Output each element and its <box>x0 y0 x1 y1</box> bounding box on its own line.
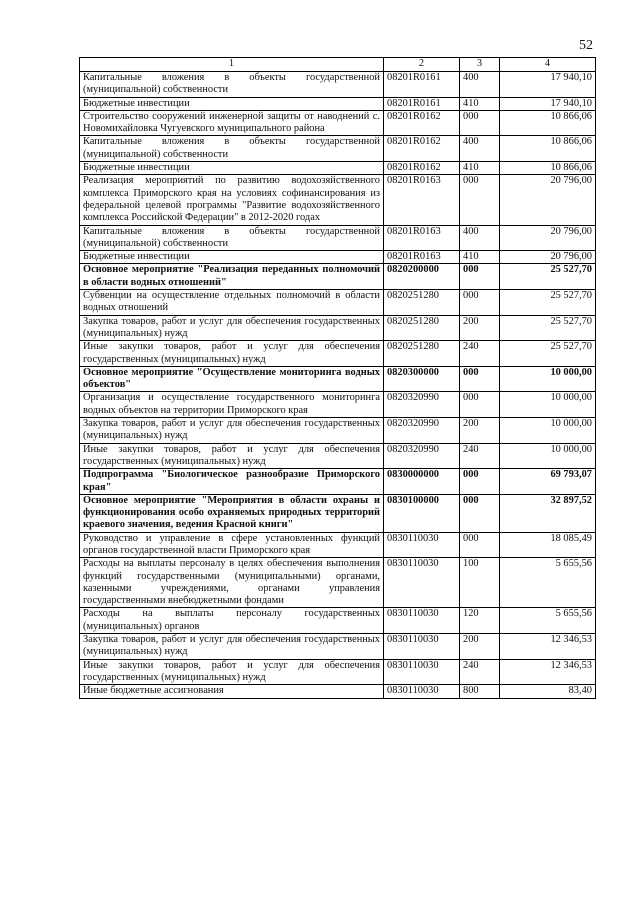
header-col-3: 3 <box>460 58 500 72</box>
row-code: 0820320990 <box>384 392 460 418</box>
table-row <box>80 162 596 175</box>
row-name: Бюджетные инвестиции <box>80 97 384 110</box>
row-name: Основное мероприятие "Осуществление мониторинга водных объектов" <box>80 366 384 392</box>
row-name: Капитальные вложения в объекты государственной (муниципальной) собственности <box>80 136 384 162</box>
row-expense-type: 120 <box>460 608 500 634</box>
row-name: Капитальные вложения в объекты государственной (муниципальной) собственности <box>80 225 384 251</box>
row-expense-type: 000 <box>460 264 500 290</box>
row-expense-type: 410 <box>460 97 500 110</box>
row-amount: 20 796,00 <box>500 225 596 251</box>
row-code: 0820200000 <box>384 264 460 290</box>
row-name: Строительство сооружений инженерной защиты от наводнений с. Новомихайловка Чугуевского муниципального района <box>80 110 384 136</box>
table-row <box>80 558 596 608</box>
page-number: 52 <box>579 38 593 53</box>
row-code: 0820251280 <box>384 290 460 316</box>
row-expense-type: 800 <box>460 685 500 698</box>
row-amount: 10 866,06 <box>500 110 596 136</box>
row-code: 08201R0161 <box>384 72 460 98</box>
row-name: Субвенции на осуществление отдельных полномочий в области водных отношений <box>80 290 384 316</box>
table-row <box>80 315 596 341</box>
table-row <box>80 659 596 685</box>
table-row <box>80 97 596 110</box>
row-expense-type: 410 <box>460 251 500 264</box>
header-col-2: 2 <box>384 58 460 72</box>
row-code: 0820251280 <box>384 315 460 341</box>
row-code: 08201R0161 <box>384 97 460 110</box>
row-amount: 83,40 <box>500 685 596 698</box>
row-expense-type: 410 <box>460 162 500 175</box>
row-code: 08201R0163 <box>384 225 460 251</box>
row-amount: 10 000,00 <box>500 366 596 392</box>
row-amount: 32 897,52 <box>500 494 596 532</box>
header-col-1: 1 <box>80 58 384 72</box>
row-amount: 69 793,07 <box>500 469 596 495</box>
row-name: Капитальные вложения в объекты государственной (муниципальной) собственности <box>80 72 384 98</box>
row-expense-type: 400 <box>460 136 500 162</box>
table-row <box>80 72 596 98</box>
row-code: 0820320990 <box>384 443 460 469</box>
row-amount: 20 796,00 <box>500 175 596 225</box>
row-amount: 25 527,70 <box>500 341 596 367</box>
row-expense-type: 000 <box>460 494 500 532</box>
row-code: 0830000000 <box>384 469 460 495</box>
table-row <box>80 175 596 225</box>
row-expense-type: 100 <box>460 558 500 608</box>
table-row <box>80 290 596 316</box>
row-amount: 12 346,53 <box>500 634 596 660</box>
row-amount: 25 527,70 <box>500 290 596 316</box>
row-expense-type: 000 <box>460 392 500 418</box>
table-row <box>80 392 596 418</box>
row-amount: 10 000,00 <box>500 392 596 418</box>
row-amount: 25 527,70 <box>500 315 596 341</box>
header-col-4: 4 <box>500 58 596 72</box>
row-code: 0820300000 <box>384 366 460 392</box>
row-expense-type: 400 <box>460 225 500 251</box>
row-code: 08201R0162 <box>384 110 460 136</box>
row-name: Иные закупки товаров, работ и услуг для обеспечения государственных (муниципальных) нужд <box>80 341 384 367</box>
table-row <box>80 532 596 558</box>
budget-table <box>79 57 596 699</box>
row-expense-type: 000 <box>460 366 500 392</box>
table-row <box>80 264 596 290</box>
row-code: 08201R0163 <box>384 175 460 225</box>
table-row <box>80 341 596 367</box>
row-amount: 5 655,56 <box>500 558 596 608</box>
row-name: Закупка товаров, работ и услуг для обеспечения государственных (муниципальных) нужд <box>80 634 384 660</box>
table-row <box>80 608 596 634</box>
row-amount: 17 940,10 <box>500 72 596 98</box>
row-amount: 25 527,70 <box>500 264 596 290</box>
row-name: Основное мероприятие "Реализация переданных полномочий в области водных отношений" <box>80 264 384 290</box>
row-expense-type: 400 <box>460 72 500 98</box>
row-name: Руководство и управление в сфере установленных функций органов государственной власти Приморского края <box>80 532 384 558</box>
row-code: 0830110030 <box>384 685 460 698</box>
row-code: 0820320990 <box>384 418 460 444</box>
table-row <box>80 225 596 251</box>
row-amount: 10 866,06 <box>500 162 596 175</box>
row-amount: 18 085,49 <box>500 532 596 558</box>
row-expense-type: 000 <box>460 110 500 136</box>
row-name: Иные бюджетные ассигнования <box>80 685 384 698</box>
table-row <box>80 418 596 444</box>
row-code: 0830110030 <box>384 659 460 685</box>
row-name: Расходы на выплаты персоналу в целях обеспечения выполнения функций государственными (муниципальными) органами, казенными учреждениями, органами управления государственными внебюджетными фондами <box>80 558 384 608</box>
row-name: Подпрограмма "Биологическое разнообразие Приморского края" <box>80 469 384 495</box>
header-row <box>80 58 596 72</box>
table-row <box>80 251 596 264</box>
table-row <box>80 685 596 698</box>
row-expense-type: 240 <box>460 443 500 469</box>
row-expense-type: 000 <box>460 175 500 225</box>
row-name: Закупка товаров, работ и услуг для обеспечения государственных (муниципальных) нужд <box>80 418 384 444</box>
row-code: 0830100000 <box>384 494 460 532</box>
row-expense-type: 200 <box>460 634 500 660</box>
row-code: 0830110030 <box>384 532 460 558</box>
row-name: Расходы на выплаты персоналу государственных (муниципальных) органов <box>80 608 384 634</box>
row-name: Иные закупки товаров, работ и услуг для обеспечения государственных (муниципальных) нужд <box>80 443 384 469</box>
row-amount: 10 000,00 <box>500 443 596 469</box>
table-row <box>80 469 596 495</box>
row-amount: 12 346,53 <box>500 659 596 685</box>
table-row <box>80 136 596 162</box>
row-amount: 10 866,06 <box>500 136 596 162</box>
row-amount: 10 000,00 <box>500 418 596 444</box>
row-amount: 17 940,10 <box>500 97 596 110</box>
row-name: Реализация мероприятий по развитию водохозяйственного комплекса Приморского края на условиях софинансирования из федеральной целевой программы "Развитие водохозяйственного комплекса Российской Федерации" в 2012-2020 годах <box>80 175 384 225</box>
row-expense-type: 000 <box>460 469 500 495</box>
row-code: 0830110030 <box>384 558 460 608</box>
row-code: 08201R0162 <box>384 162 460 175</box>
row-name: Иные закупки товаров, работ и услуг для обеспечения государственных (муниципальных) нужд <box>80 659 384 685</box>
table-row <box>80 110 596 136</box>
row-expense-type: 240 <box>460 659 500 685</box>
row-expense-type: 000 <box>460 290 500 316</box>
row-name: Бюджетные инвестиции <box>80 162 384 175</box>
table-row <box>80 634 596 660</box>
row-amount: 5 655,56 <box>500 608 596 634</box>
row-name: Закупка товаров, работ и услуг для обеспечения государственных (муниципальных) нужд <box>80 315 384 341</box>
table-row <box>80 443 596 469</box>
row-code: 0830110030 <box>384 608 460 634</box>
table-row <box>80 494 596 532</box>
row-expense-type: 000 <box>460 532 500 558</box>
row-amount: 20 796,00 <box>500 251 596 264</box>
row-code: 0820251280 <box>384 341 460 367</box>
row-expense-type: 240 <box>460 341 500 367</box>
row-name: Организация и осуществление государственного мониторинга водных объектов на территории Приморского края <box>80 392 384 418</box>
row-expense-type: 200 <box>460 418 500 444</box>
row-expense-type: 200 <box>460 315 500 341</box>
row-code: 08201R0163 <box>384 251 460 264</box>
row-name: Основное мероприятие "Мероприятия в области охраны и функционирования особо охраняемых природных территорий краевого значения, ведения Красной книги" <box>80 494 384 532</box>
table-row <box>80 366 596 392</box>
row-code: 08201R0162 <box>384 136 460 162</box>
row-code: 0830110030 <box>384 634 460 660</box>
row-name: Бюджетные инвестиции <box>80 251 384 264</box>
